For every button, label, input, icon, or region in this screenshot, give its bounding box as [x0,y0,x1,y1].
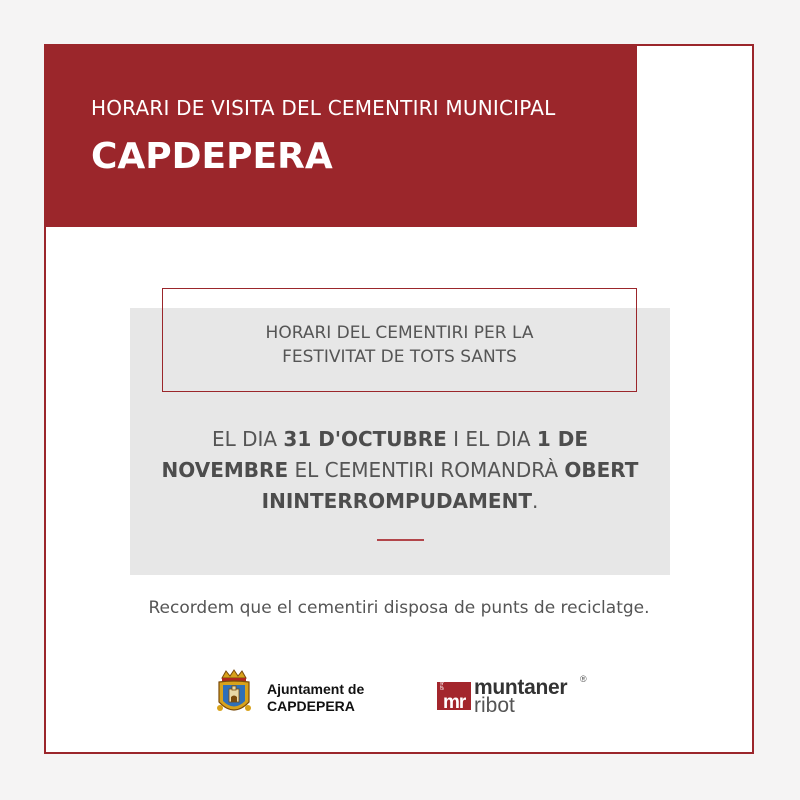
festivity-heading [162,321,637,369]
ajuntament-name-line-1: Ajuntament de [267,681,365,697]
mr-letters: mr [443,692,466,713]
festivity-line-2: FESTIVITAT DE TOTS SANTS [282,347,517,367]
notice-status: OBERT ININTERROMPUDAMENT [261,458,639,513]
sponsor-word-1: muntaner [474,676,568,699]
header-banner [44,44,637,227]
notice-text-1: EL DIA [211,427,284,451]
mr-logo-mark [437,679,471,713]
notice-text-3: EL CEMENTIRI ROMANDRÀ [288,458,565,482]
notice-date-1: 31 D'OCTUBRE [283,427,447,451]
notice-date-2: 1 DE NOVEMBRE [161,427,589,482]
registered-mark: ® [580,674,587,684]
opening-notice [150,424,650,517]
muntaner-ribot-logo [437,676,597,716]
notice-text-2: I EL DIA [446,427,537,451]
coat-of-arms-icon [214,668,254,720]
notice-text-4: . [531,489,539,513]
festivity-line-1: HORARI DEL CEMENTIRI PER LA [265,323,534,343]
ajuntament-name-line-2: CAPDEPERA [267,698,355,714]
mr-grup-label: grup [439,679,445,690]
ajuntament-logo [214,668,384,720]
header-title: CAPDEPERA [91,136,333,177]
sponsor-word-2: ribot [474,694,515,717]
recycling-note: Recordem que el cementiri disposa de punts de reciclatge. [148,598,650,618]
divider-rule [377,539,424,541]
header-subtitle: HORARI DE VISITA DEL CEMENTIRI MUNICIPAL [91,96,556,120]
